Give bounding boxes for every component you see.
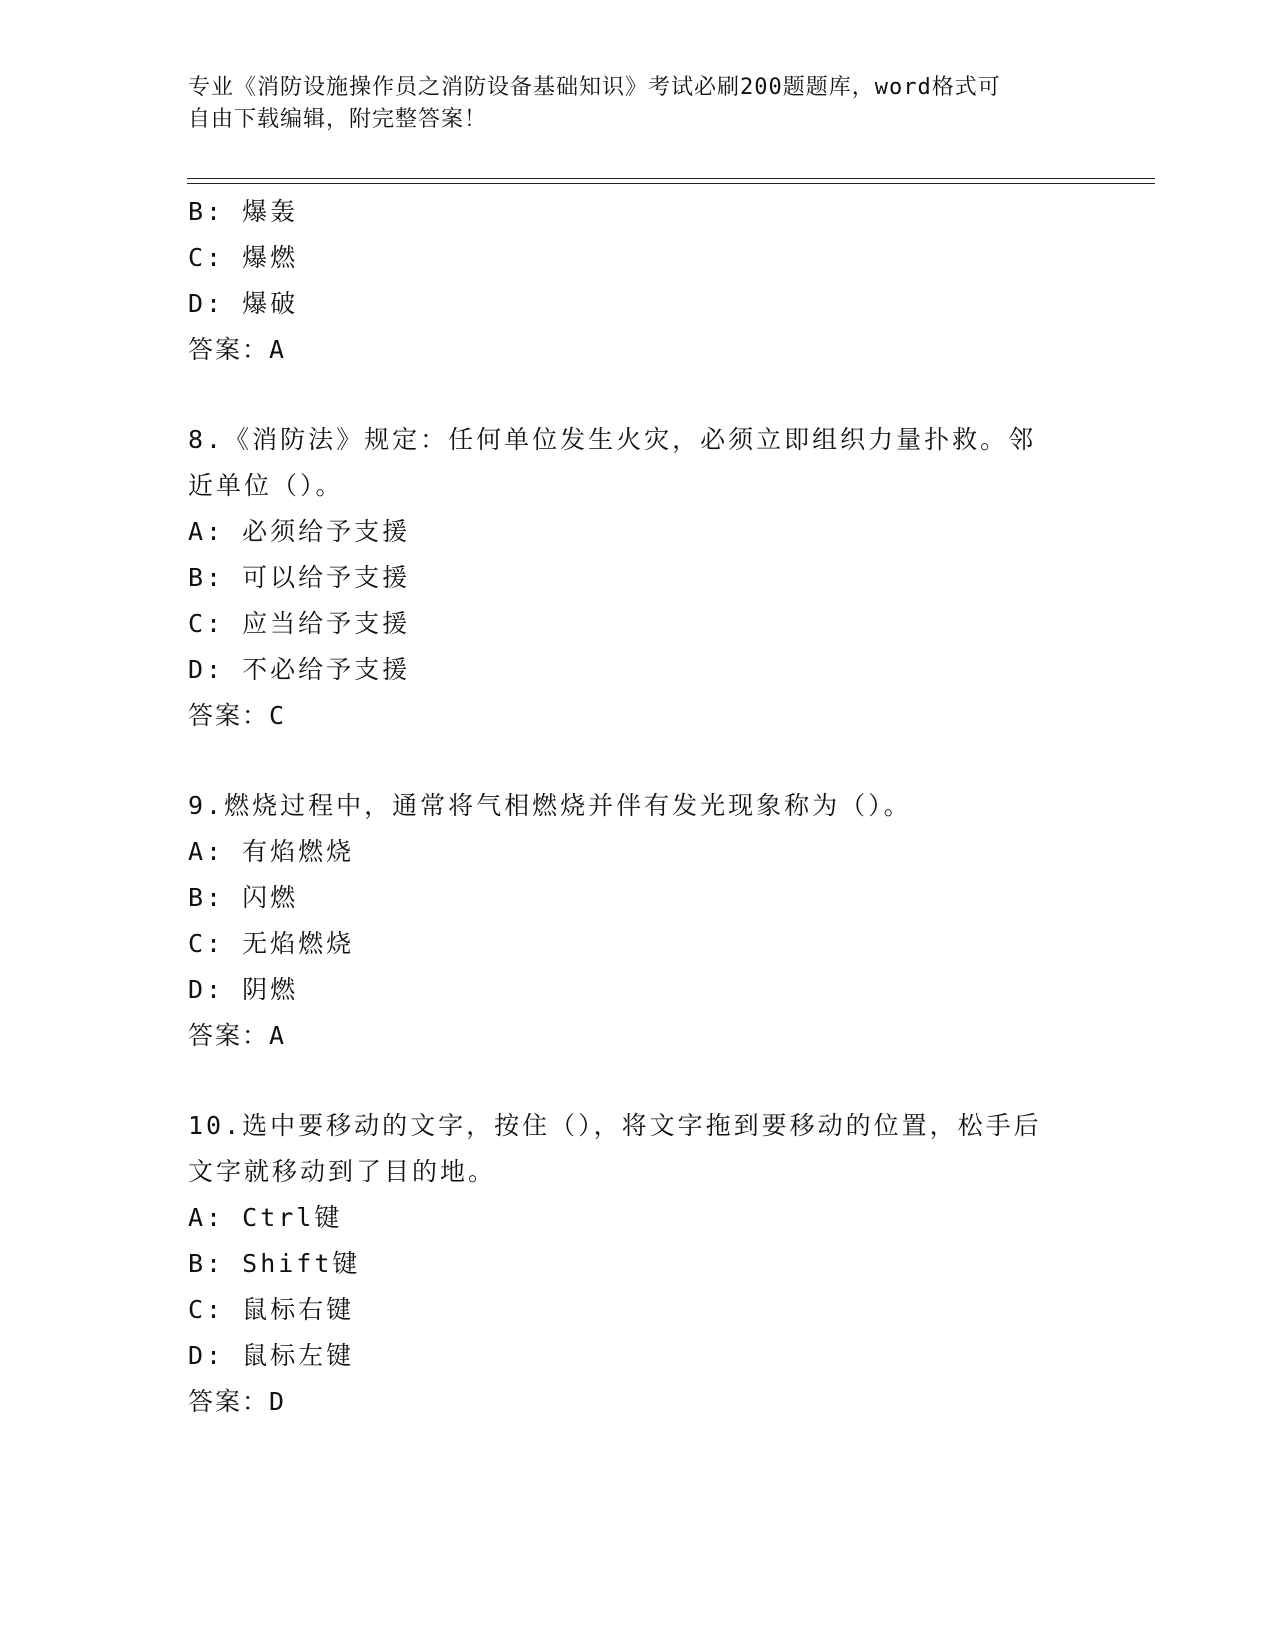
option-c: C: 无焰燃烧 — [188, 929, 355, 958]
question-text-line-2: 文字就移动到了目的地。 — [188, 1157, 497, 1186]
option-d: D: 阴燃 — [188, 975, 299, 1004]
header-line-2: 自由下载编辑，附完整答案！ — [188, 107, 488, 132]
option-d: D: 鼠标左键 — [188, 1341, 355, 1370]
answer: 答案：D — [188, 1387, 287, 1416]
answer: 答案：A — [188, 1021, 287, 1050]
option-d: D: 不必给予支援 — [188, 655, 411, 684]
question-9 — [188, 783, 1108, 1059]
option-c: C: 应当给予支援 — [188, 609, 411, 638]
question-7 — [188, 189, 1108, 373]
option-a: A: Ctrl键 — [188, 1203, 343, 1232]
spacer — [188, 1059, 1108, 1103]
option-b: B: 可以给予支援 — [188, 563, 411, 592]
option-b: B: 闪燃 — [188, 883, 299, 912]
question-text-line-1: 8.《消防法》规定：任何单位发生火灾，必须立即组织力量扑救。邻 — [188, 425, 1037, 454]
question-8 — [188, 417, 1108, 739]
question-text-line-2: 近单位（）。 — [188, 471, 344, 500]
header-rule-bottom — [187, 183, 1155, 184]
question-text-line-1: 9.燃烧过程中，通常将气相燃烧并伴有发光现象称为（）。 — [188, 791, 912, 820]
header-line-1: 专业《消防设施操作员之消防设备基础知识》考试必刷200题题库，word格式可 — [188, 75, 1001, 100]
question-list — [188, 189, 1108, 1425]
option-c: C: 爆燃 — [188, 243, 299, 272]
option-a: A: 必须给予支援 — [188, 517, 411, 546]
answer: 答案：A — [188, 335, 287, 364]
spacer — [188, 373, 1108, 417]
document-header — [188, 72, 1088, 136]
option-d: D: 爆破 — [188, 289, 299, 318]
question-text-line-1: 10.选中要移动的文字，按住（），将文字拖到要移动的位置，松手后 — [188, 1111, 1042, 1140]
answer: 答案：C — [188, 701, 287, 730]
option-a: A: 有焰燃烧 — [188, 837, 355, 866]
option-c: C: 鼠标右键 — [188, 1295, 355, 1324]
header-rule-top — [187, 178, 1155, 179]
question-10 — [188, 1103, 1108, 1425]
option-b: B: Shift键 — [188, 1249, 361, 1278]
option-b: B: 爆轰 — [188, 197, 299, 226]
spacer — [188, 739, 1108, 783]
